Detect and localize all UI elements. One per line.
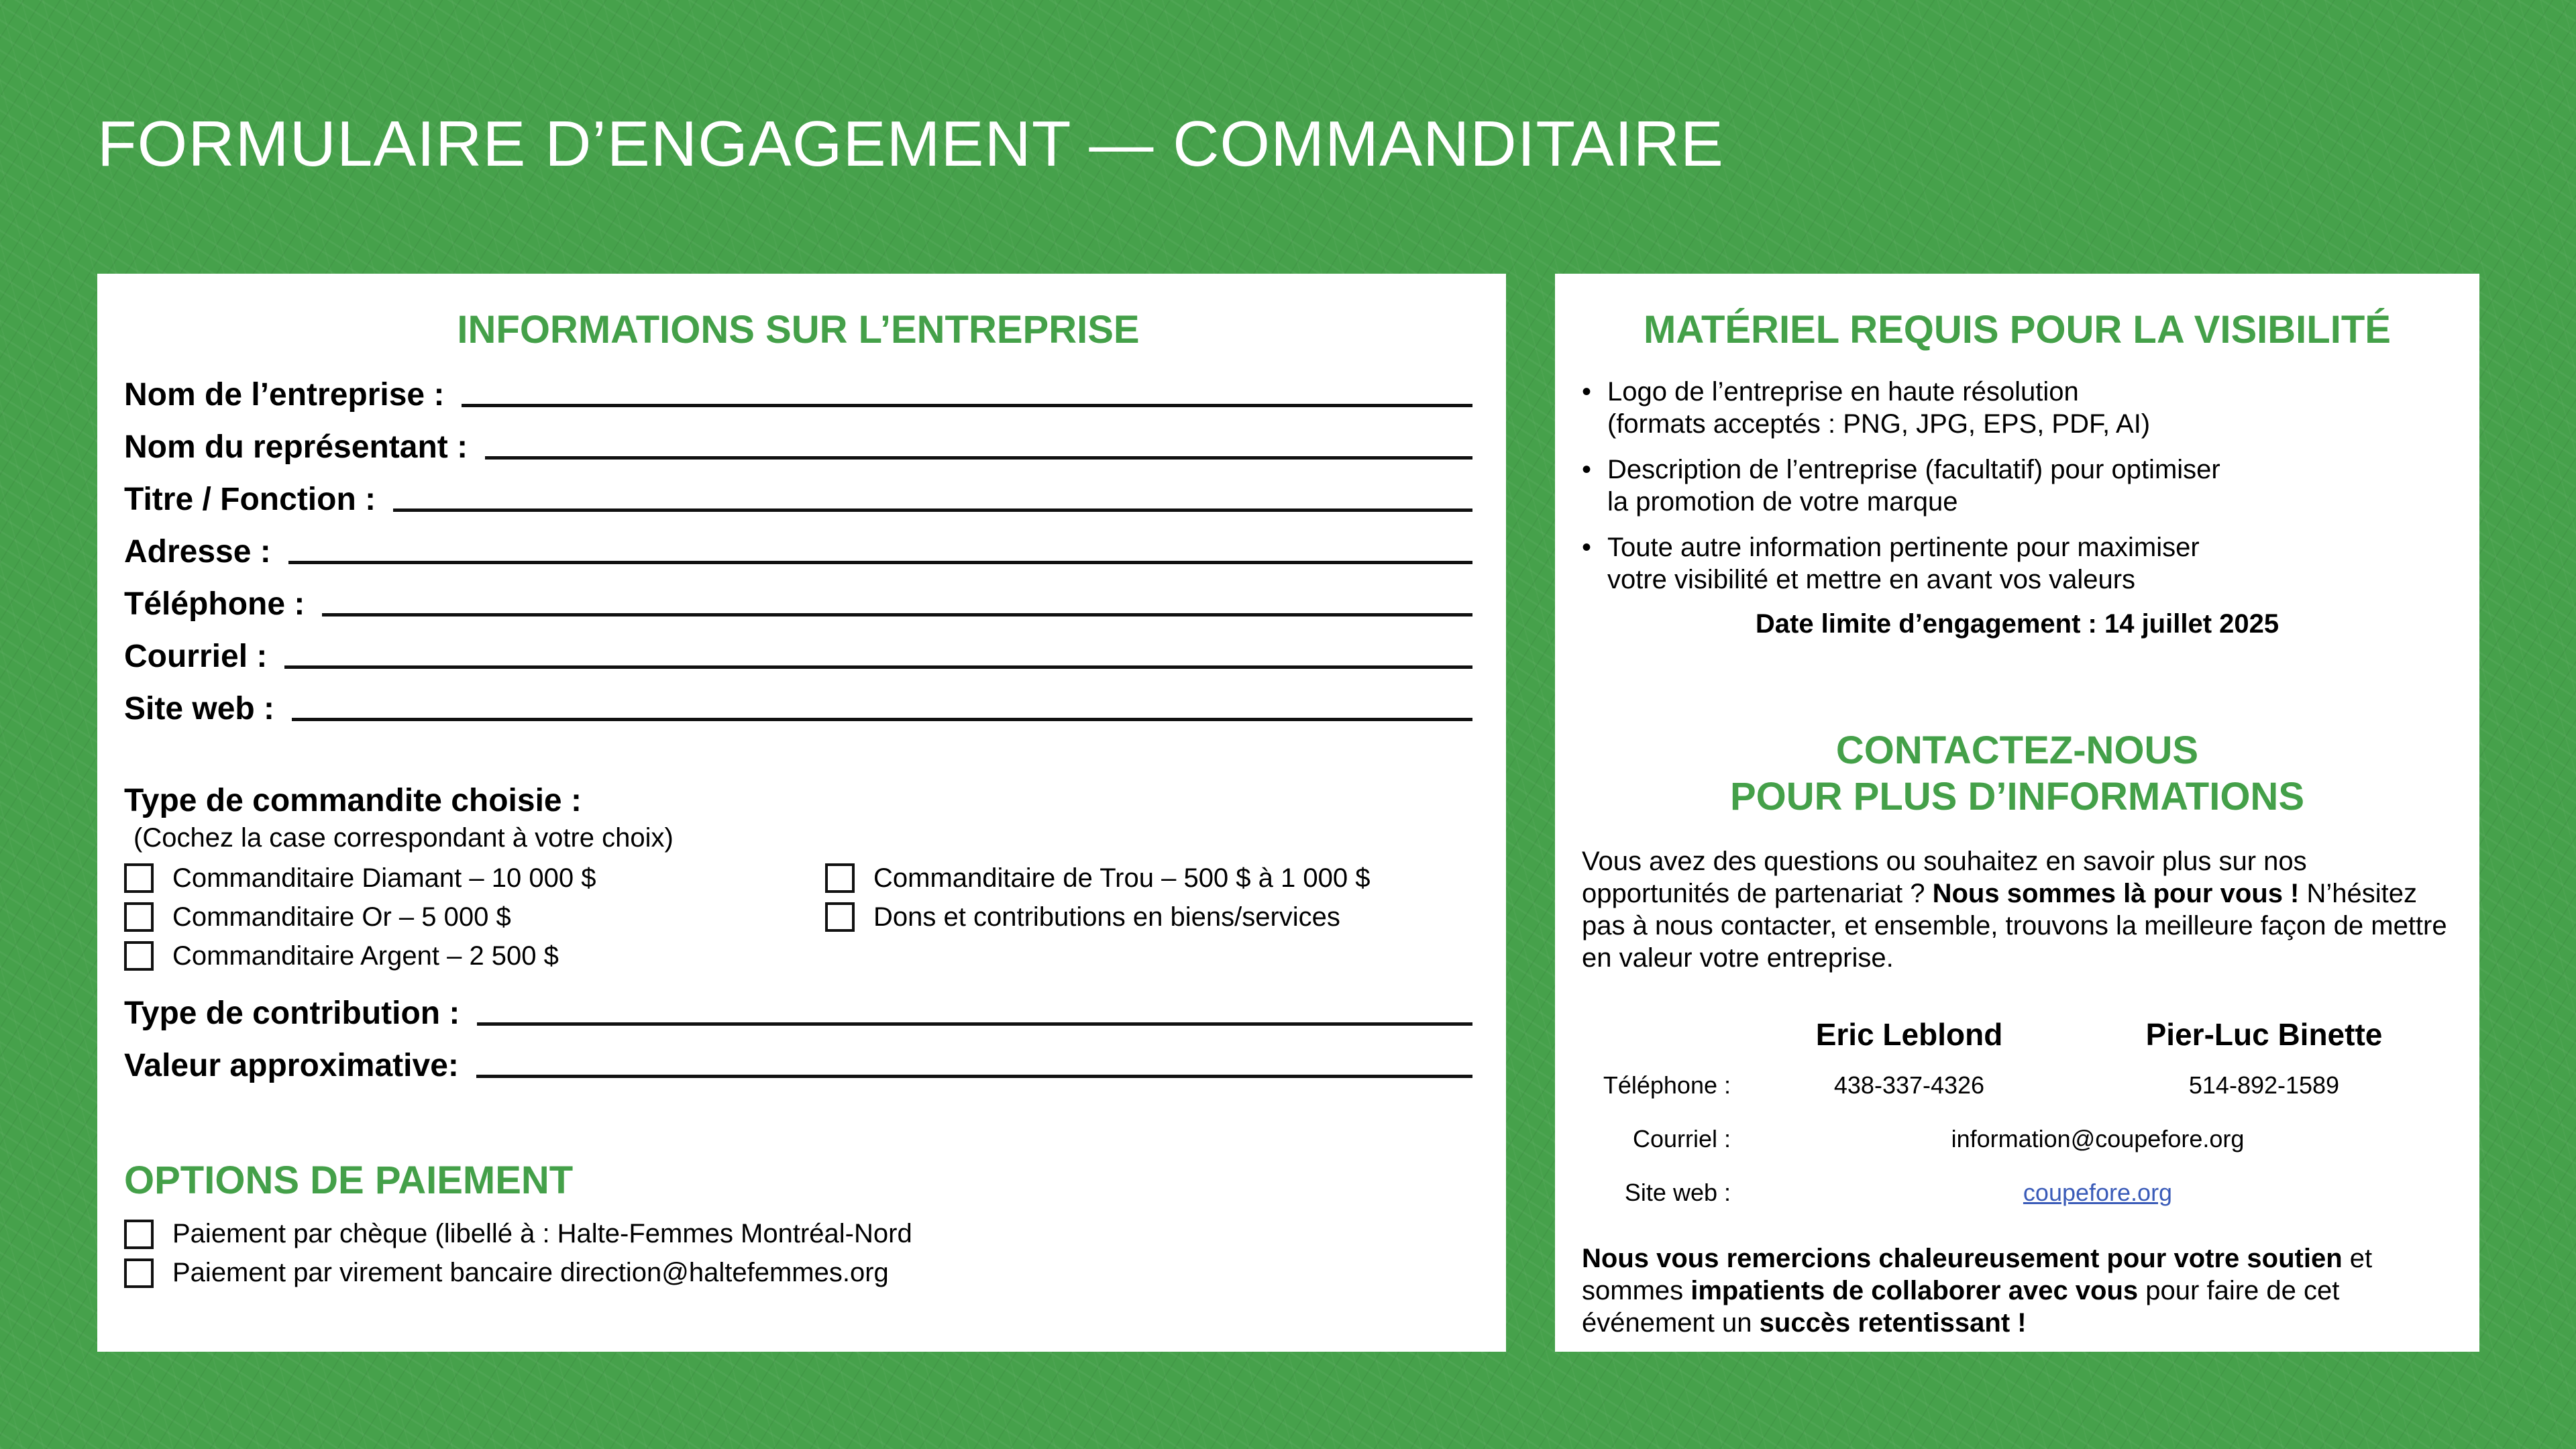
contribution-fields <box>124 979 1472 1084</box>
sponsorship-options-left <box>124 859 825 975</box>
field-label: Nom du représentant : <box>124 429 468 466</box>
option-label: Paiement par chèque (libellé à : Halte-Femmes Montréal-Nord <box>172 1219 912 1249</box>
list-item <box>1582 453 2453 518</box>
sponsorship-options-right <box>825 859 1370 975</box>
contact-intro <box>1582 845 2453 974</box>
approximate-value-input-line[interactable] <box>476 1075 1472 1078</box>
engagement-form-card <box>97 274 1506 1352</box>
list-item <box>1582 376 2453 440</box>
checkbox[interactable] <box>124 902 154 932</box>
phone-number: 438-337-4326 <box>1833 1071 1985 1099</box>
intro-text: N’hésitez pas à nous contacter, et ensemble, trouvons la meilleure façon de mettre en valeur votre entreprise. <box>1582 879 2447 973</box>
intro-emphasis: Nous sommes là pour vous ! <box>1932 879 2300 909</box>
option-donations[interactable] <box>825 898 1370 936</box>
thanks-emphasis: impatients de collaborer avec vous <box>1690 1276 2139 1306</box>
payment-heading: OPTIONS DE PAIEMENT <box>124 1159 574 1203</box>
row-label: Téléphone : <box>1603 1071 1731 1099</box>
option-label: Commanditaire Argent – 2 500 $ <box>172 941 559 971</box>
thanks-text: et sommes <box>1582 1244 2373 1306</box>
representative-input-line[interactable] <box>485 456 1472 460</box>
payment-option-transfer[interactable] <box>124 1254 1472 1293</box>
representative-name-field[interactable] <box>124 413 1472 466</box>
item-line: la promotion de votre marque <box>1607 487 1958 517</box>
engagement-deadline: Date limite d’engagement : 14 juillet 2025 <box>1755 609 2279 639</box>
phone-field[interactable] <box>124 570 1472 623</box>
option-gold[interactable] <box>124 898 825 936</box>
item-line: votre visibilité et mettre en avant vos valeurs <box>1607 565 2136 595</box>
email-input-line[interactable] <box>284 665 1472 669</box>
option-label: Commanditaire Diamant – 10 000 $ <box>172 863 596 893</box>
sponsorship-hint: (Cochez la case correspondant à votre choix) <box>133 823 674 853</box>
contact-email-row <box>1582 1112 2453 1166</box>
company-info-heading: INFORMATIONS SUR L’ENTREPRISE <box>457 308 1140 352</box>
website-link[interactable]: coupefore.org <box>2023 1179 2173 1207</box>
address-field[interactable] <box>124 518 1472 570</box>
field-label: Nom de l’entreprise : <box>124 377 445 413</box>
contact-names-row <box>1582 1010 2453 1059</box>
contribution-type-field[interactable] <box>124 979 1472 1032</box>
company-name-input-line[interactable] <box>462 404 1472 407</box>
field-label: Site web : <box>124 691 275 727</box>
job-title-input-line[interactable] <box>393 508 1472 512</box>
checkbox[interactable] <box>124 863 154 893</box>
company-name-field[interactable] <box>124 361 1472 413</box>
option-label: Dons et contributions en biens/services <box>873 902 1340 932</box>
checkbox[interactable] <box>825 902 855 932</box>
checkbox[interactable] <box>124 1220 154 1249</box>
contact-table <box>1582 1010 2453 1220</box>
visibility-heading: MATÉRIEL REQUIS POUR LA VISIBILITÉ <box>1644 308 2391 352</box>
thanks-emphasis: succès retentissant ! <box>1759 1308 2027 1338</box>
item-line: (formats acceptés : PNG, JPG, EPS, PDF, AI) <box>1607 409 2151 439</box>
field-label: Adresse : <box>124 534 271 570</box>
option-hole[interactable] <box>825 859 1370 898</box>
field-label: Téléphone : <box>124 586 305 623</box>
option-label: Commanditaire de Trou – 500 $ à 1 000 $ <box>873 863 1371 893</box>
approximate-value-field[interactable] <box>124 1032 1472 1084</box>
phone-number: 514-892-1589 <box>2188 1071 2340 1099</box>
sponsorship-options <box>124 859 1472 975</box>
option-silver[interactable] <box>124 936 825 975</box>
job-title-field[interactable] <box>124 466 1472 518</box>
contact-website-row <box>1582 1166 2453 1220</box>
website-field[interactable] <box>124 675 1472 727</box>
field-label: Type de contribution : <box>124 996 460 1032</box>
contact-heading <box>1582 728 2453 820</box>
email-field[interactable] <box>124 623 1472 675</box>
website-input-line[interactable] <box>292 718 1472 721</box>
phone-input-line[interactable] <box>322 613 1472 616</box>
item-line: Toute autre information pertinente pour maximiser <box>1607 533 2200 563</box>
item-line: Description de l’entreprise (facultatif) pour optimiser <box>1607 455 2220 485</box>
row-label: Courriel : <box>1632 1125 1731 1153</box>
contact-heading-line: POUR PLUS D’INFORMATIONS <box>1729 774 2305 818</box>
contact-phone-row <box>1582 1059 2453 1112</box>
field-label: Titre / Fonction : <box>124 482 376 518</box>
contact-heading-line: CONTACTEZ-NOUS <box>1835 729 2199 773</box>
option-label: Paiement par virement bancaire direction@haltefemmes.org <box>172 1258 889 1288</box>
field-label: Valeur approximative: <box>124 1048 459 1084</box>
address-input-line[interactable] <box>288 561 1472 564</box>
thank-you-message <box>1582 1242 2453 1339</box>
option-label: Commanditaire Or – 5 000 $ <box>172 902 511 932</box>
checkbox[interactable] <box>825 863 855 893</box>
payment-options <box>124 1215 1472 1293</box>
visibility-list <box>1582 376 2453 596</box>
email-address: information@coupefore.org <box>1951 1125 2245 1153</box>
thanks-text: pour faire de cet événement un <box>1582 1276 2340 1338</box>
sponsorship-section <box>124 782 1472 975</box>
contribution-type-input-line[interactable] <box>477 1022 1472 1026</box>
list-item <box>1582 531 2453 596</box>
checkbox[interactable] <box>124 1258 154 1288</box>
info-contact-card <box>1555 274 2479 1352</box>
thanks-emphasis: Nous vous remercions chaleureusement pour votre soutien <box>1582 1244 2343 1274</box>
checkbox[interactable] <box>124 941 154 971</box>
field-label: Courriel : <box>124 639 268 675</box>
sponsorship-type-label: Type de commandite choisie : <box>124 783 582 819</box>
page-title: FORMULAIRE D’ENGAGEMENT — COMMANDITAIRE <box>97 108 1724 180</box>
intro-text: Vous avez des questions ou souhaitez en savoir plus sur nos opportunités de partenariat ? <box>1582 847 2307 909</box>
option-diamond[interactable] <box>124 859 825 898</box>
payment-section <box>124 1158 1472 1292</box>
row-label: Site web : <box>1624 1179 1731 1207</box>
item-line: Logo de l’entreprise en haute résolution <box>1607 377 2079 407</box>
payment-option-cheque[interactable] <box>124 1215 1472 1254</box>
contact-name: Pier-Luc Binette <box>2145 1017 2383 1053</box>
company-fields <box>124 361 1472 727</box>
contact-name: Eric Leblond <box>1815 1017 2003 1053</box>
